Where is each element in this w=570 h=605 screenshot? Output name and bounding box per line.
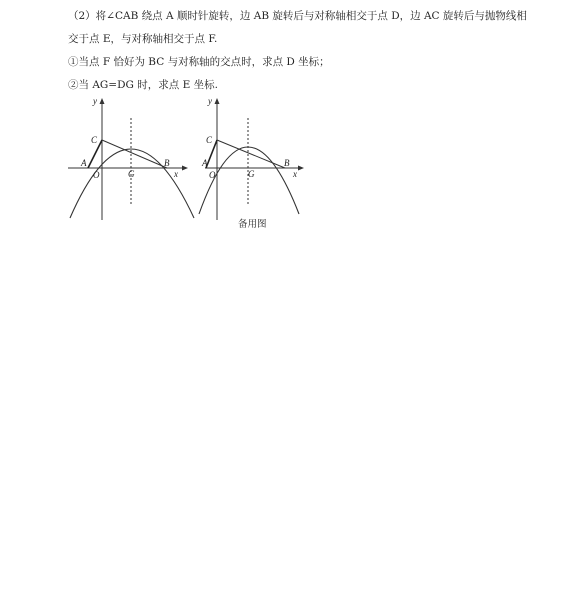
label-y: y	[93, 96, 97, 106]
label-B: B	[284, 158, 290, 168]
parabola	[70, 149, 194, 218]
label-A: A	[202, 158, 208, 168]
label-G: G	[128, 169, 135, 179]
label-C: C	[206, 135, 213, 145]
sub-question-2: ②当 AG=DG 时，求点 E 坐标.	[68, 79, 218, 91]
label-x: x	[293, 169, 297, 179]
x-axis-arrow	[182, 166, 188, 171]
figure-backup	[203, 96, 329, 222]
y-axis-arrow	[100, 98, 105, 104]
problem-line-1: （2）将∠CAB 绕点 A 顺时针旋转，边 AB 旋转后与对称轴相交于点 D，边 AC 旋转后与抛物线相	[68, 10, 527, 22]
label-x: x	[174, 169, 178, 179]
label-O: O	[93, 170, 100, 180]
label-G: G	[248, 169, 255, 179]
label-O: O	[209, 170, 216, 180]
y-axis-arrow	[215, 98, 220, 104]
problem-line-2: 交于点 E，与对称轴相交于点 F.	[68, 33, 218, 45]
figure-caption: 备用图	[238, 219, 267, 230]
label-C: C	[91, 135, 98, 145]
x-axis-arrow	[298, 166, 304, 171]
label-B: B	[164, 158, 170, 168]
segment-CB	[102, 140, 167, 168]
sub-question-1: ①当点 F 恰好为 BC 与对称轴的交点时，求点 D 坐标；	[68, 56, 330, 68]
figure-main	[66, 96, 192, 222]
label-A: A	[81, 158, 87, 168]
segment-CB	[217, 140, 285, 168]
label-y: y	[208, 96, 212, 106]
